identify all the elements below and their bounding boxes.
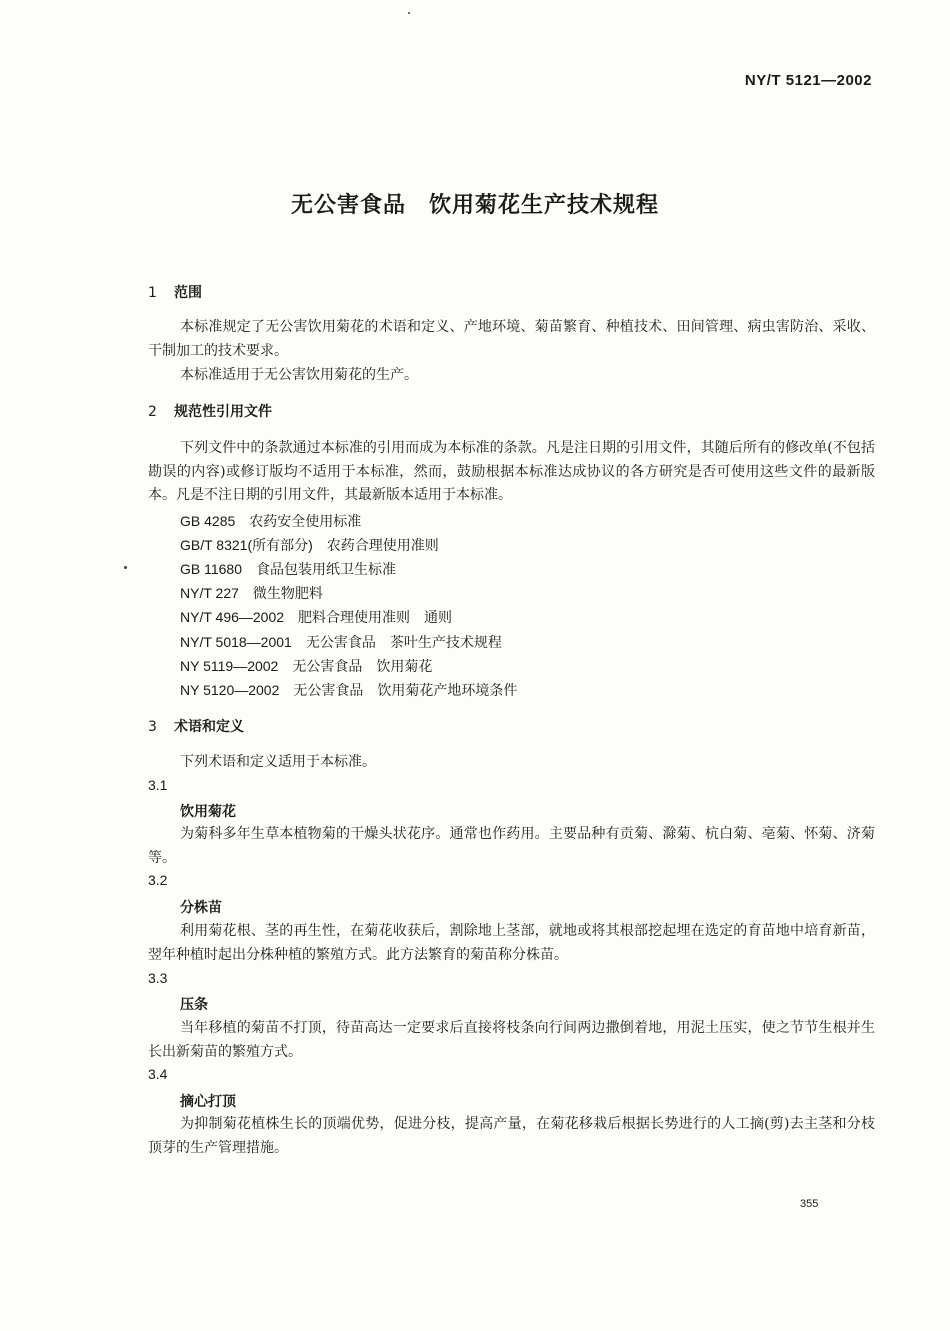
section-title: 范围 bbox=[174, 285, 202, 301]
reference-code: NY/T 496—2002 bbox=[180, 609, 285, 625]
section-number: 3 bbox=[148, 719, 157, 735]
reference-item bbox=[180, 656, 432, 676]
reference-code: NY 5120—2002 bbox=[180, 682, 280, 698]
scan-speck bbox=[408, 12, 410, 14]
reference-item bbox=[180, 511, 361, 531]
reference-title: 无公害食品 茶叶生产技术规程 bbox=[305, 635, 502, 651]
term-name: 饮用菊花 bbox=[180, 804, 236, 820]
page-number: 355 bbox=[800, 1198, 819, 1210]
reference-title: 无公害食品 饮用菊花产地环境条件 bbox=[293, 683, 518, 699]
reference-code: GB 4285 bbox=[180, 513, 236, 529]
document-title: 无公害食品 饮用菊花生产技术规程 bbox=[290, 193, 659, 218]
term-name: 分株苗 bbox=[180, 900, 222, 916]
standard-code: NY/T 5121—2002 bbox=[744, 72, 872, 89]
reference-title: 无公害食品 饮用菊花 bbox=[292, 659, 433, 675]
term-number: 3.4 bbox=[148, 1066, 168, 1082]
reference-code: GB/T 8321(所有部分) bbox=[180, 537, 313, 553]
term-definition: 当年移植的菊苗不打顶，待苗高达一定要求后直接将枝条向行间两边撒倒着地，用泥土压实，使之节节生根并生长出新菊苗的繁殖方式。 bbox=[148, 1020, 875, 1060]
reference-item bbox=[180, 632, 502, 652]
term-definition: 利用菊花根、茎的再生性，在菊花收获后，割除地上茎部，就地或将其根部挖起埋在选定的育苗地中培育新苗，翌年种植时起出分株种植的繁殖方式。此方法繁育的菊苗称分株苗。 bbox=[148, 923, 875, 963]
term-name: 摘心打顶 bbox=[180, 1094, 236, 1110]
scope-paragraph-2: 本标准适用于无公害饮用菊花的生产。 bbox=[180, 367, 418, 383]
reference-title: 微生物肥料 bbox=[252, 586, 323, 602]
reference-code: NY 5119—2002 bbox=[180, 658, 279, 674]
scan-speck bbox=[124, 566, 127, 569]
section-2-heading bbox=[148, 401, 272, 421]
term-number: 3.1 bbox=[148, 777, 168, 793]
reference-title: 食品包装用纸卫生标准 bbox=[256, 562, 397, 578]
reference-code: GB 11680 bbox=[180, 561, 243, 577]
term-number: 3.3 bbox=[148, 970, 168, 986]
reference-title: 农药合理使用准则 bbox=[326, 538, 439, 554]
term-number: 3.2 bbox=[148, 872, 168, 888]
references-intro: 下列文件中的条款通过本标准的引用而成为本标准的条款。凡是注日期的引用文件，其随后所有的修改单(不包括勘误的内容)或修订版均不适用于本标准，然而，鼓励根据本标准达成协议的各方研究是否可使用这些文件的最新版本。凡是不注日期的引用文件，其最新版本适用于本标准。 bbox=[148, 440, 875, 503]
term-name: 压条 bbox=[180, 997, 208, 1013]
term-definition: 为菊科多年生草本植物菊的干燥头状花序。通常也作药用。主要品种有贡菊、滁菊、杭白菊、亳菊、怀菊、济菊等。 bbox=[148, 826, 875, 866]
section-title: 规范性引用文件 bbox=[174, 404, 272, 420]
reference-item bbox=[180, 607, 452, 627]
term-definition: 为抑制菊花植株生长的顶端优势，促进分枝，提高产量，在菊花移栽后根据长势进行的人工摘(剪)去主茎和分枝顶芽的生产管理措施。 bbox=[148, 1116, 875, 1156]
reference-code: NY/T 227 bbox=[180, 585, 239, 601]
section-title: 术语和定义 bbox=[174, 719, 244, 735]
reference-item bbox=[180, 583, 323, 603]
section-number: 1 bbox=[148, 285, 157, 301]
reference-item bbox=[180, 680, 517, 700]
section-3-heading bbox=[148, 716, 244, 736]
reference-title: 农药安全使用标准 bbox=[249, 514, 362, 530]
section-number: 2 bbox=[148, 404, 157, 420]
section-1-heading bbox=[148, 282, 202, 302]
reference-item bbox=[180, 535, 439, 555]
reference-item bbox=[180, 559, 396, 579]
scope-paragraph-1: 本标准规定了无公害饮用菊花的术语和定义、产地环境、菊苗繁育、种植技术、田间管理、病虫害防治、采收、干制加工的技术要求。 bbox=[148, 319, 875, 359]
terms-intro: 下列术语和定义适用于本标准。 bbox=[180, 754, 376, 770]
reference-title: 肥料合理使用准则 通则 bbox=[298, 610, 453, 626]
reference-code: NY/T 5018—2001 bbox=[180, 634, 292, 650]
